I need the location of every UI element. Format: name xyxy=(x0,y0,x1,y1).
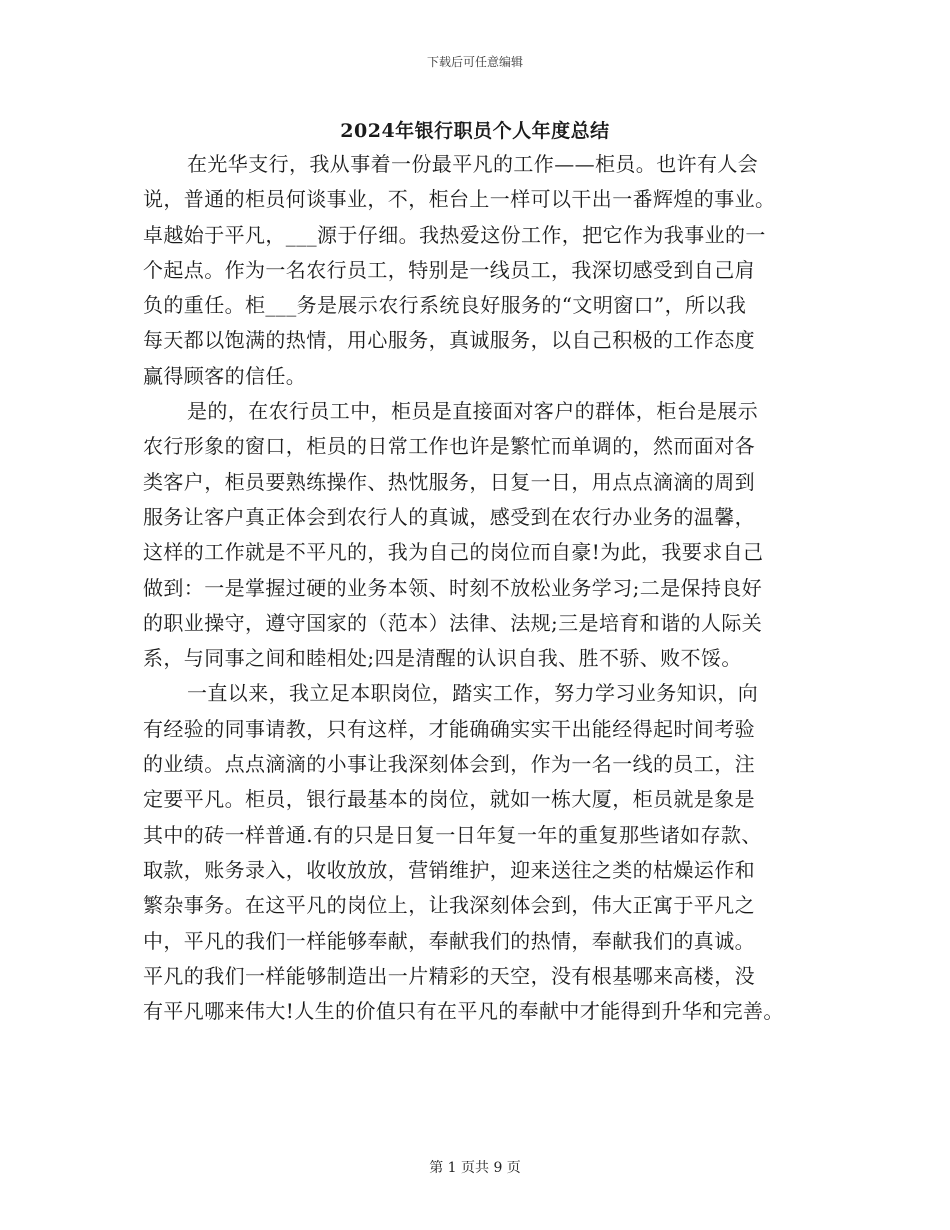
text-line: 系，与同事之间和睦相处;四是清醒的认识自我、胜不骄、败不馁。 xyxy=(143,646,742,671)
text-line: 这样的工作就是不平凡的，我为自己的岗位而自豪!为此，我要求自己 xyxy=(143,540,764,565)
text-line: 卓越始于平凡，___源于仔细。我热爱这份工作，把它作为我事业的一 xyxy=(143,222,766,247)
text-line: 个起点。作为一名农行员工，特别是一线员工，我深切感受到自己肩 xyxy=(143,257,755,282)
text-line: 说，普通的柜员何谈事业，不，柜台上一样可以干出一番辉煌的事业。 xyxy=(143,187,776,212)
text-line: 的业绩。点点滴滴的小事让我深刻体会到，作为一名一线的员工，注 xyxy=(143,752,755,777)
text-line: 的职业操守，遵守国家的（范本）法律、法规;三是培育和谐的人际关 xyxy=(143,610,763,635)
text-line: 做到：一是掌握过硬的业务本领、时刻不放松业务学习;二是保持良好 xyxy=(143,575,763,600)
text-line: 赢得顾客的信任。 xyxy=(143,363,307,388)
text-line: 是的，在农行员工中，柜员是直接面对客户的群体，柜台是展示 xyxy=(187,399,759,424)
header-note: 下载后可任意编辑 xyxy=(426,55,523,69)
page-number-footer: 第 1 页共 9 页 xyxy=(429,1160,521,1176)
text-line: 其中的砖一样普通.有的只是日复一日年复一年的重复那些诸如存款、 xyxy=(143,822,762,847)
text-line: 一直以来，我立足本职岗位，踏实工作，努力学习业务知识，向 xyxy=(187,681,759,706)
text-line: 有经验的同事请教，只有这样，才能确确实实干出能经得起时间考验 xyxy=(143,716,755,741)
text-line: 平凡的我们一样能够制造出一片精彩的天空，没有根基哪来高楼，没 xyxy=(143,963,755,988)
text-line: 取款，账务录入，收收放放，营销维护，迎来送往之类的枯燥运作和 xyxy=(143,857,755,882)
text-line: 定要平凡。柜员，银行最基本的岗位，就如一栋大厦，柜员就是象是 xyxy=(143,787,755,812)
text-line: 在光华支行，我从事着一份最平凡的工作——柜员。也许有人会 xyxy=(187,152,759,176)
text-line: 每天都以饱满的热情，用心服务，真诚服务，以自己积极的工作态度 xyxy=(143,328,755,353)
text-line: 农行形象的窗口，柜员的日常工作也许是繁忙而单调的，然而面对各 xyxy=(143,434,755,459)
text-line: 负的重任。柜___务是展示农行系统良好服务的“文明窗口”，所以我 xyxy=(143,293,747,318)
document-body xyxy=(143,147,818,1029)
document-title: 2024年银行职员个人年度总结 xyxy=(340,120,610,142)
text-line: 类客户，柜员要熟练操作、热忱服务，日复一日，用点点滴滴的周到 xyxy=(143,469,755,494)
text-line: 中，平凡的我们一样能够奉献，奉献我们的热情，奉献我们的真诚。 xyxy=(143,928,755,953)
text-line: 有平凡哪来伟大!人生的价值只有在平凡的奉献中才能得到升华和完善。 xyxy=(143,999,784,1024)
text-line: 繁杂事务。在这平凡的岗位上，让我深刻体会到，伟大正寓于平凡之 xyxy=(143,893,755,918)
text-line: 服务让客户真正体会到农行人的真诚，感受到在农行办业务的温馨， xyxy=(143,504,755,529)
